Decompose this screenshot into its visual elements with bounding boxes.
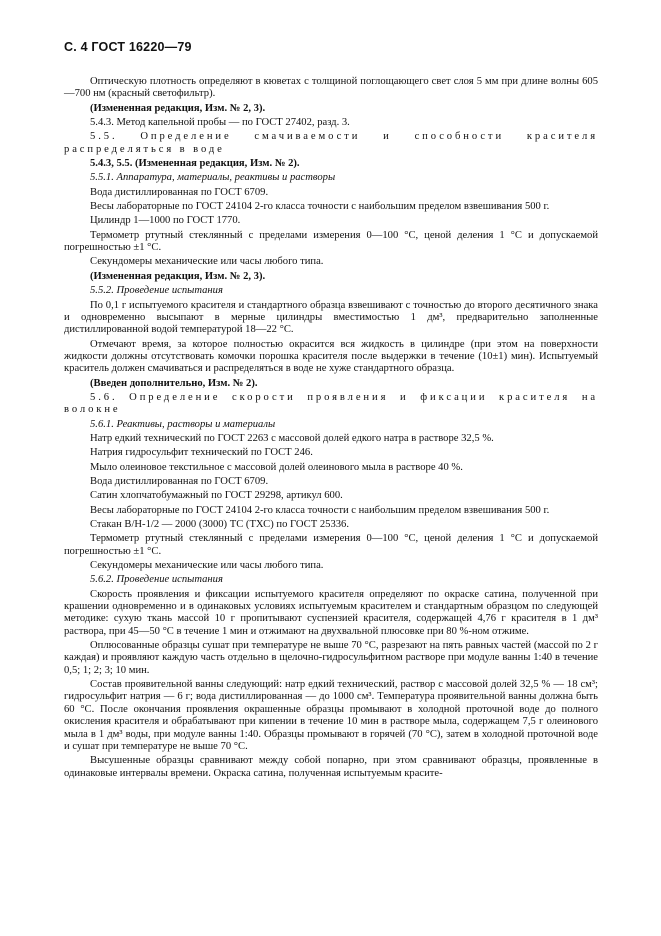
paragraph: Сатин хлопчатобумажный по ГОСТ 29298, артикул 600. xyxy=(90,490,343,502)
paragraph: Высушенные образцы сравнивают между собой попарно, при этом сравнивают образцы, проявленные в одинаковые интервалы времени. Окраска сатина, полученная испытуемым красите- xyxy=(64,755,598,779)
amendment-note: (Введен дополнительно, Изм. № 2). xyxy=(90,377,258,389)
paragraph: Весы лабораторные по ГОСТ 24104 2-го класса точности с наибольшим пределом взвешивания 500 г. xyxy=(90,201,550,213)
paragraph: Вода дистиллированная по ГОСТ 6709. xyxy=(90,186,269,198)
paragraph: Секундомеры механические или часы любого типа. xyxy=(90,256,324,268)
page-header: С. 4 ГОСТ 16220—79 xyxy=(64,40,192,54)
paragraph: По 0,1 г испытуемого красителя и стандартного образца взвешивают с точностью до второго десятичного знака и одновременно высыпают в мерные цилиндры вместимостью 1 дм³, предварительно заполненные дистиллированной водой температурой 18—22 °С. xyxy=(64,299,598,336)
subsection-heading: 5.6.1. Реактивы, растворы и материалы xyxy=(90,418,276,430)
paragraph: Скорость проявления и фиксации испытуемого красителя определяют по окраске сатина, полученной при крашении одновременно и в одинаковых условиях испытуемым красителем и стандартным образцом по следующей методике: сухую ткань массой 10 г пропитывают суспензией красителя, содержащей 4,76 г красителя в 1 дм³ раствора, при 45—50 °С в течение 1 мин и отжимают на двухвальной плюсовке при 80 %-ном отжиме. xyxy=(64,588,598,637)
amendment-note: (Измененная редакция, Изм. № 2, 3). xyxy=(90,270,266,282)
section-heading: 5.6. Определение скорости проявления и фиксации красителя на волокне xyxy=(64,391,598,416)
subsection-heading: 5.6.2. Проведение испытания xyxy=(90,574,223,586)
paragraph: Отмечают время, за которое полностью окрасится вся жидкость в цилиндре (при этом на поверхности жидкости должны отсутствовать комочки порошка красителя после выдержки в течение (10±1) мин). Испытуемый краситель должен смачиваться и распределяться в воде не хуже стандартного образца. xyxy=(64,338,598,375)
amendment-note: (Измененная редакция, Изм. № 2, 3). xyxy=(90,102,266,114)
paragraph: Оплюсованные образцы сушат при температуре не выше 70 °С, разрезают на пять равных частей (массой по 2 г каждая) и проявляют каждую часть отдельно в щелочно-гидросульфитном растворе при модуле ванны 1:40 в течение 0,5; 1; 2; 3; 10 мин. xyxy=(64,640,598,676)
paragraph: Стакан В/Н-1/2 — 2000 (3000) ТС (ТХС) по ГОСТ 25336. xyxy=(90,519,349,530)
paragraph: Вода дистиллированная по ГОСТ 6709. xyxy=(90,475,269,487)
paragraph: 5.4.3. Метод капельной пробы — по ГОСТ 27402, разд. 3. xyxy=(90,117,350,129)
subsection-heading: 5.5.2. Проведение испытания xyxy=(90,285,223,297)
paragraph: Мыло олеиновое текстильное с массовой долей олеинового мыла в растворе 40 %. xyxy=(90,461,463,473)
document-body xyxy=(64,76,598,782)
paragraph: Оптическую плотность определяют в кюветах с толщиной поглощающего свет слоя 5 мм при длине волны 605—700 нм (красный светофильтр). xyxy=(64,76,598,100)
paragraph: Секундомеры механические или часы любого типа. xyxy=(90,560,324,572)
paragraph: Натр едкий технический по ГОСТ 2263 с массовой долей едкого натра в растворе 32,5 %. xyxy=(90,432,494,444)
paragraph: Весы лабораторные по ГОСТ 24104 2-го класса точности с наибольшим пределом взвешивания 500 г. xyxy=(90,504,550,516)
paragraph: Термометр ртутный стеклянный с пределами измерения 0—100 °С, ценой деления 1 °С и допускаемой погрешностью ±1 °С. xyxy=(64,229,598,254)
section-heading: 5.5. Определение смачиваемости и способности красителя распределяться в воде xyxy=(64,131,598,155)
paragraph: Термометр ртутный стеклянный с пределами измерения 0—100 °С, ценой деления 1 °С и допускаемой погрешностью ±1 °С. xyxy=(64,533,598,557)
paragraph: Состав проявительной ванны следующий: натр едкий технический, раствор с массовой долей 32,5 % — 18 см³; гидросульфит натрия — 6 г; вода дистиллированная — до 1000 см³. Температура проявительной ванны должна быть 60 °С. После окончания проявления окрашенные образцы промывают в холодной проточной воде до полного окисления красителя и обрабатывают при кипении в течение 10 мин в растворе мыла, содержащем 7,5 г олеинового мыла в 1 дм³ воды, при модуле ванны 1:40. Образцы промывают в горячей (70 °С), затем в холодной проточной воде и сушат при температуре не выше 70 °С. xyxy=(64,679,598,752)
paragraph: Цилиндр 1—1000 по ГОСТ 1770. xyxy=(90,215,241,227)
amendment-note: 5.4.3, 5.5. (Измененная редакция, Изм. № 2). xyxy=(90,158,300,170)
paragraph: Натрия гидросульфит технический по ГОСТ 246. xyxy=(90,447,313,459)
subsection-heading: 5.5.1. Аппаратура, материалы, реактивы и растворы xyxy=(90,172,336,184)
